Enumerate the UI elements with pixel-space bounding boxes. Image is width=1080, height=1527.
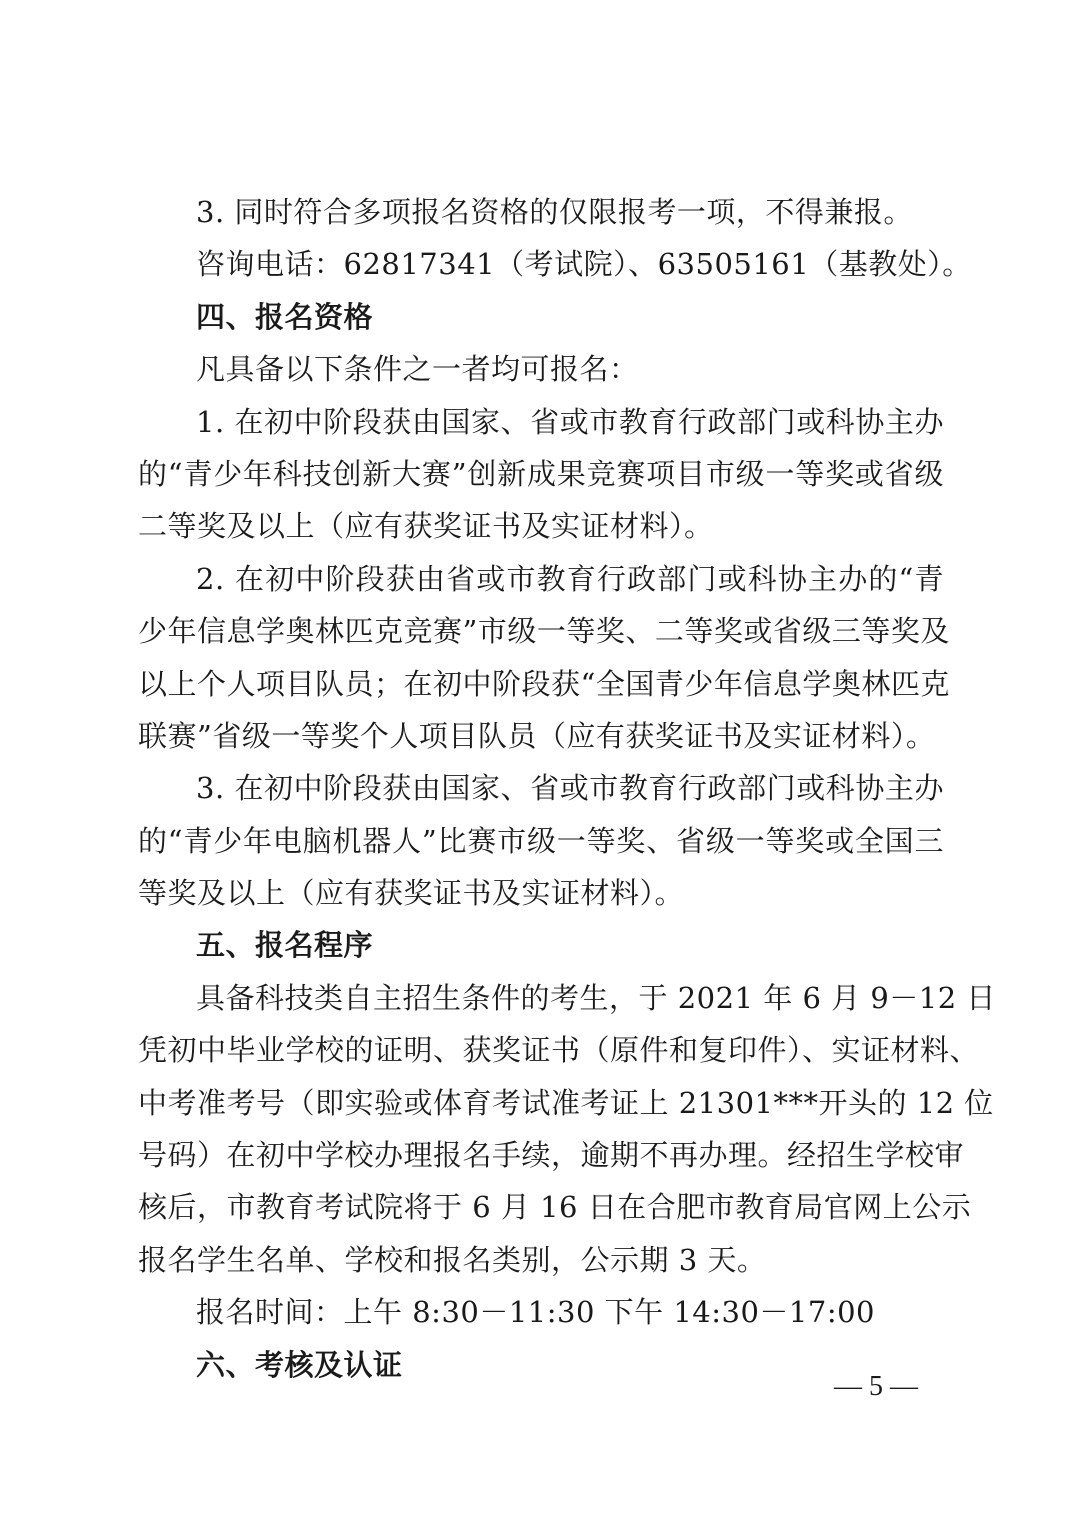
rule-item-3: 3. 同时符合多项报名资格的仅限报考一项，不得兼报。: [196, 195, 913, 229]
eligibility-item-2-line: 联赛”省级一等奖个人项目队员（应有获奖证书及实证材料）。: [138, 718, 936, 753]
registration-procedure-line: 号码）在初中学校办理报名手续，逾期不再办理。经招生学校审: [138, 1138, 965, 1173]
eligibility-item-1-line: 的“青少年科技创新大赛”创新成果竞赛项目市级一等奖或省级: [138, 456, 944, 491]
eligibility-item-3-line: 等奖及以上（应有获奖证书及实证材料）。: [138, 876, 685, 911]
registration-procedure-line: 凭初中毕业学校的证明、获奖证书（原件和复印件）、实证材料、: [138, 1033, 980, 1068]
eligibility-item-2-line: 以上个人项目队员；在初中阶段获“全国青少年信息学奥林匹克: [138, 666, 950, 701]
document-body: [138, 186, 996, 1391]
eligibility-item-1-line: 二等奖及以上（应有获奖证书及实证材料）。: [138, 509, 714, 544]
registration-procedure-line: 具备科技类自主招生条件的考生，于 2021 年 6 月 9－12 日: [196, 980, 996, 1015]
section-heading-assessment: 六、考核及认证: [196, 1347, 403, 1382]
registration-procedure-line: 报名学生名单、学校和报名类别，公示期 3 天。: [138, 1242, 767, 1277]
eligibility-intro: 凡具备以下条件之一者均可报名：: [196, 352, 639, 387]
eligibility-item-2-line: 少年信息学奥林匹克竞赛”市级一等奖、二等奖或省级三等奖及: [138, 614, 950, 649]
registration-procedure-line: 核后，市教育考试院将于 6 月 16 日在合肥市教育局官网上公示: [138, 1190, 972, 1225]
eligibility-item-3-line: 3. 在初中阶段获由国家、省或市教育行政部门或科协主办: [196, 771, 944, 806]
eligibility-item-2-line: 2. 在初中阶段获由省或市教育行政部门或科协主办的“青: [196, 561, 944, 596]
page-number: — 5 —: [834, 1371, 918, 1402]
registration-time: 报名时间：上午 8:30－11:30 下午 14:30－17:00: [196, 1295, 875, 1330]
registration-procedure-line: 中考准考号（即实验或体育考试准考证上 21301***开头的 12 位: [138, 1085, 994, 1120]
section-heading-eligibility: 四、报名资格: [196, 299, 374, 334]
eligibility-item-1-line: 1. 在初中阶段获由国家、省或市教育行政部门或科协主办: [196, 404, 944, 439]
section-heading-registration-procedure: 五、报名程序: [196, 928, 374, 963]
eligibility-item-3-line: 的“青少年电脑机器人”比赛市级一等奖、省级一等奖或全国三: [138, 823, 944, 858]
contact-phone: 咨询电话：62817341（考试院）、63505161（基教处）。: [196, 247, 972, 282]
